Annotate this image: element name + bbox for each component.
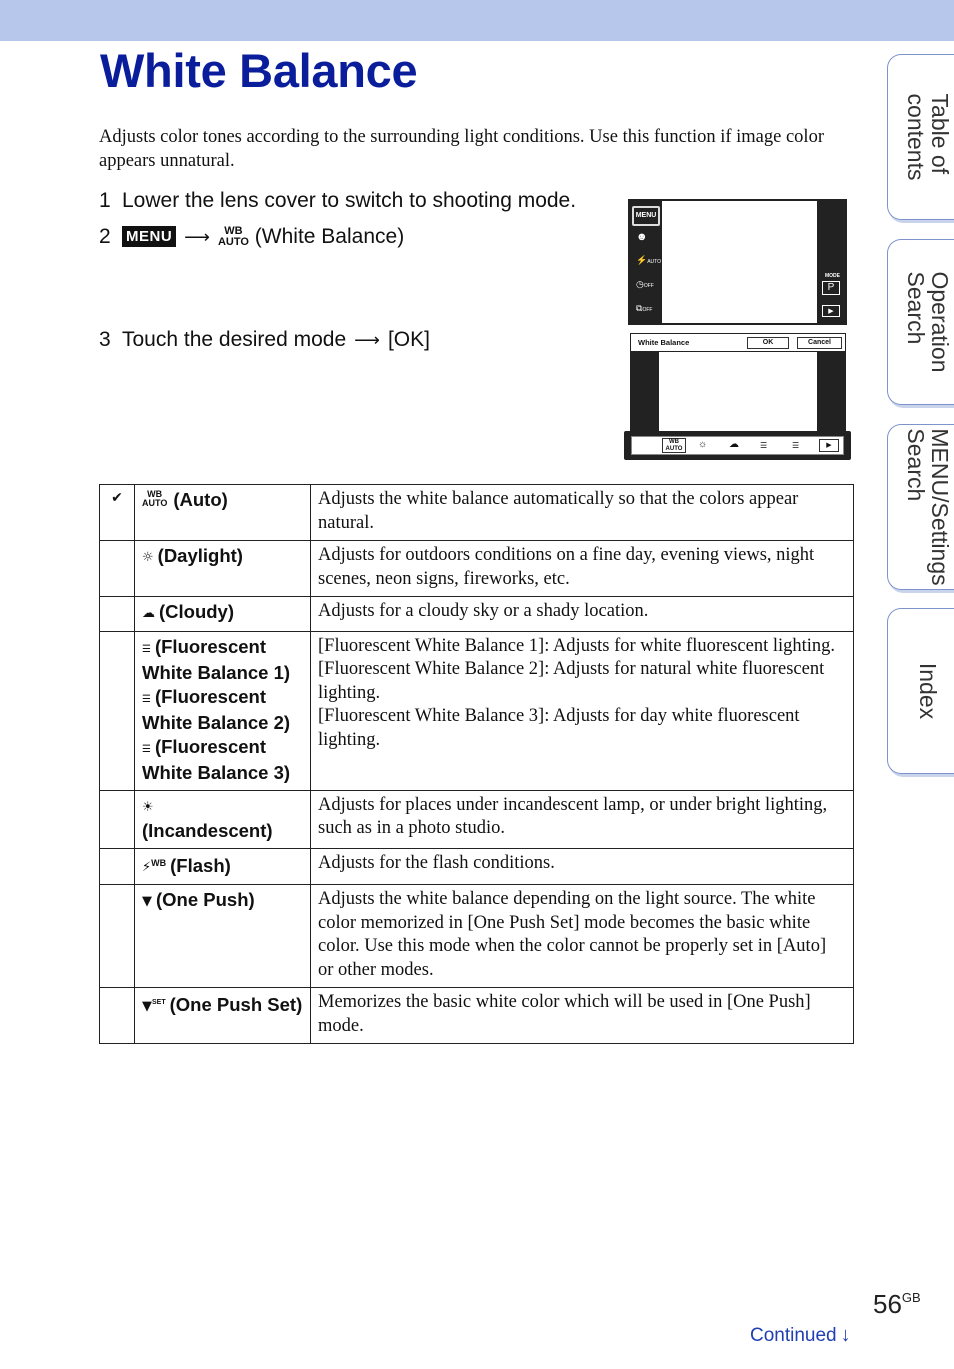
mode-description: Adjusts for the flash conditions. — [311, 848, 854, 885]
step-number: 2 — [99, 225, 111, 248]
camera-title-bar — [631, 334, 845, 352]
fluorescent-2-icon: ☰ — [142, 693, 151, 705]
table-row — [100, 790, 854, 848]
fluorescent-2-option-icon[interactable]: ☰ — [792, 441, 800, 450]
step-2 — [99, 225, 404, 249]
daylight-option-icon[interactable]: ☼ — [698, 439, 708, 450]
step-1 — [99, 189, 576, 213]
mode-name: (Fluorescent White Balance 1) — [142, 635, 291, 683]
play-icon[interactable]: ▶ — [822, 305, 840, 317]
fluorescent-1-option-icon[interactable]: ☰ — [760, 441, 768, 450]
mode-description: Memorizes the basic white color which will be used in [One Push] mode. — [311, 988, 854, 1044]
table-row — [100, 541, 854, 597]
mode-description: Adjusts the white balance depending on the light source. The white color memorized in [One Push Set] mode becomes the basic white color. Use this mode when the color cannot be properly set in [Auto] or other modes. — [311, 885, 854, 988]
one-push-set-icon: ▼$^{SET}$ — [142, 999, 166, 1014]
down-arrow-icon: ↓ — [840, 1324, 851, 1346]
menu-icon: MENU — [122, 226, 176, 247]
cloudy-option-icon[interactable]: ☁ — [729, 439, 739, 450]
mode-description: Adjusts for outdoors conditions on a fine day, evening views, night scenes, neon signs, fireworks, etc. — [311, 541, 854, 597]
tab-operation-search[interactable]: Operation Search — [887, 239, 954, 405]
arrow-icon: ⟶ — [184, 227, 210, 247]
mode-name: (One Push) — [156, 889, 255, 910]
mode-name: (Daylight) — [157, 545, 243, 566]
flash-auto-icon[interactable]: ⚡AUTO — [636, 255, 662, 265]
scroll-right-icon[interactable]: ▶ — [819, 439, 839, 452]
mode-name: (Incandescent) — [142, 820, 273, 841]
tab-table-of-contents[interactable]: Table of contents — [887, 54, 954, 220]
mode-description: Adjusts the white balance automatically so that the colors appear natural. — [311, 485, 854, 541]
camera-left-panel — [631, 352, 659, 432]
camera-screen-white-balance — [630, 333, 846, 433]
header-band — [0, 0, 954, 41]
camera-menu-button[interactable]: MENU — [632, 206, 660, 226]
mode-description: [Fluorescent White Balance 3]: Adjusts for day white fluorescent lighting. — [318, 706, 800, 750]
tab-index[interactable]: Index — [887, 608, 954, 774]
mode-name: (One Push Set) — [169, 994, 303, 1015]
mode-description: [Fluorescent White Balance 2]: Adjusts for natural white fluorescent lighting. — [318, 659, 825, 703]
continued-link[interactable]: Continued ↓ — [750, 1324, 851, 1346]
intro-text: Adjusts color tones according to the surrounding light conditions. Use this function if image color appears unnatural. — [99, 127, 824, 171]
wb-auto-icon: WB AUTO — [217, 225, 249, 248]
mode-button[interactable]: P — [822, 281, 840, 295]
mode-name: (Fluorescent White Balance 2) — [142, 685, 291, 733]
mode-label: MODE — [825, 273, 840, 279]
wb-auto-option[interactable]: WB AUTO — [662, 438, 686, 453]
page-title: White Balance — [100, 44, 418, 97]
step-text: (White Balance) — [254, 225, 405, 248]
mode-description: Adjusts for a cloudy sky or a shady location. — [311, 597, 854, 632]
step-text: Touch the desired mode — [122, 328, 347, 351]
table-row — [100, 597, 854, 632]
table-row — [100, 848, 854, 885]
step-3 — [99, 328, 430, 352]
mode-name: (Flash) — [170, 854, 231, 876]
table-row — [100, 631, 854, 790]
mode-name: (Auto) — [173, 489, 228, 510]
mode-selector — [631, 436, 844, 455]
cloudy-icon: ☁ — [142, 606, 155, 621]
camera-screen-shooting — [628, 199, 847, 325]
flash-wb-icon: ⚡$^{WB}$ — [142, 857, 167, 875]
table-row — [100, 885, 854, 988]
cancel-button[interactable]: Cancel — [797, 337, 842, 349]
fluorescent-1-icon: ☰ — [142, 643, 151, 655]
mode-description: Adjusts for places under incandescent lamp, or under bright lighting, such as in a photo studio. — [311, 790, 854, 848]
step-number: 1 — [99, 189, 111, 212]
smile-icon[interactable]: ☻ — [636, 231, 648, 243]
step-text: Lower the lens cover to switch to shooting mode. — [122, 189, 577, 212]
wb-auto-icon: WB AUTO — [142, 489, 168, 508]
table-row — [100, 988, 854, 1044]
default-check-icon: ✔ — [100, 485, 135, 541]
mode-description: [Fluorescent White Balance 1]: Adjusts for white fluorescent lighting. — [318, 635, 836, 656]
daylight-icon: ☼ — [142, 550, 154, 565]
page-number: $56^{GB}$ — [873, 1289, 921, 1319]
white-balance-table — [99, 484, 854, 1044]
burst-off-icon[interactable]: ⧉OFF — [636, 303, 653, 313]
camera-mode-strip — [624, 431, 851, 460]
table-row — [100, 485, 854, 541]
fluorescent-3-icon: ☰ — [142, 743, 151, 755]
mode-name: (Cloudy) — [159, 601, 235, 622]
camera-right-panel — [817, 352, 845, 432]
ok-button[interactable]: OK — [747, 337, 789, 349]
step-text-ok: [OK] — [387, 328, 430, 351]
tab-menu-settings-search[interactable]: MENU/Settings Search — [887, 424, 954, 590]
incandescent-icon: ☀ — [142, 799, 154, 815]
one-push-icon: ▼ — [142, 894, 152, 909]
camera-screen-title: White Balance — [638, 338, 690, 347]
step-number: 3 — [99, 328, 111, 351]
mode-name: (Fluorescent White Balance 3) — [142, 735, 291, 783]
arrow-icon: ⟶ — [354, 330, 380, 350]
self-timer-off-icon[interactable]: ◷OFF — [636, 279, 654, 289]
